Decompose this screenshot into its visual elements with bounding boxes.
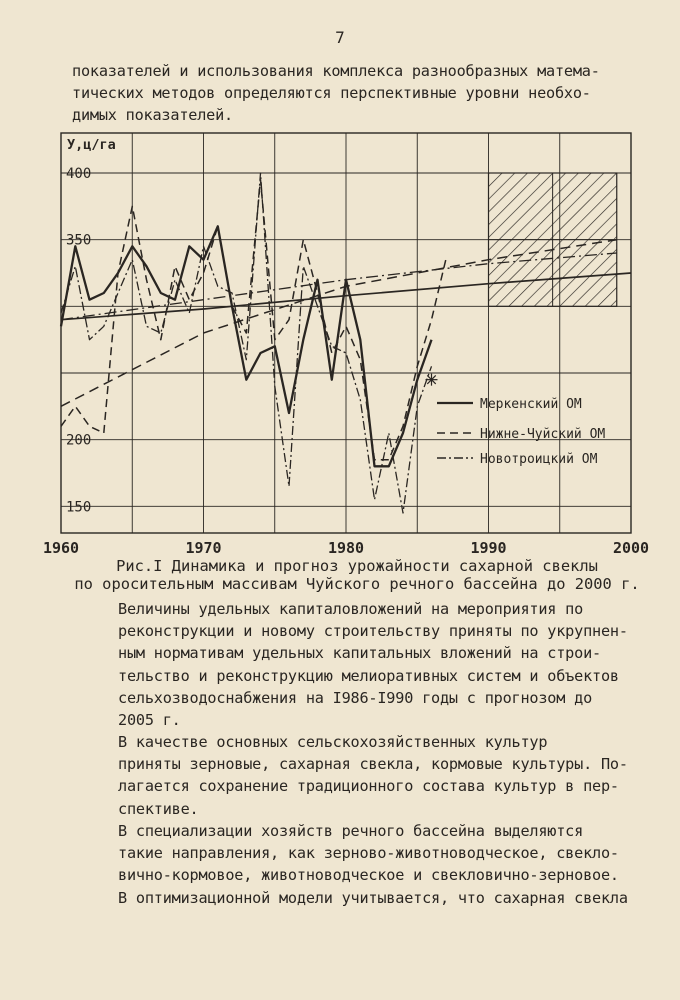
x-tick-label: 1970 <box>185 539 222 557</box>
text-line: В оптимизационной модели учитывается, что сахарная свекла <box>118 888 628 907</box>
figure-caption <box>72 557 642 593</box>
text-line: приняты зерновые, сахарная свекла, кормовые культуры. По- <box>118 755 628 774</box>
text-line: 2005 г. <box>118 711 181 730</box>
forecast-hatched-region <box>489 173 617 306</box>
y-axis-label: У,ц/га <box>67 137 116 153</box>
page-number: 7 <box>335 28 345 47</box>
legend-label-nizhne-chuy: Нижне-Чуйский ОМ <box>480 427 606 442</box>
y-tick-label: 400 <box>66 166 92 182</box>
text-line: сельхозводоснабжения на I986-I990 годы с прогнозом до <box>118 688 593 707</box>
series-line-4 <box>61 173 432 516</box>
chart-legend <box>437 397 605 467</box>
text-line: тических методов определяются перспективные уровни необхо- <box>72 84 591 103</box>
caption-line: по оросительным массивам Чуйского речного бассейна до 2000 г. <box>74 575 640 593</box>
caption-line: Рис.I Динамика и прогноз урожайности сахарной свеклы <box>116 557 598 575</box>
text-line: вично-кормовое, животноводческое и свекловично-зерновое. <box>118 866 619 885</box>
x-tick-label: 2000 <box>612 539 650 557</box>
text-line: ным нормативам удельных капитальных вложений на строи- <box>118 644 601 663</box>
body-paragraph <box>72 820 632 909</box>
text-line: димых показателей. <box>72 106 233 125</box>
x-tick-label: 1980 <box>327 539 365 557</box>
y-tick-label: 200 <box>66 432 92 449</box>
x-tick-label: 1990 <box>470 539 507 557</box>
text-line: тельство и реконструкцию мелиоративных систем и объектов <box>118 666 619 685</box>
text-line: спективе. <box>118 799 199 818</box>
y-tick-label: 150 <box>66 499 92 516</box>
text-line: лагается сохранение традиционного состава культур в пер- <box>118 777 619 796</box>
text-line: реконструкции и новому строительству приняты по укрупнен- <box>118 622 628 641</box>
legend-label-novotroitsk: Новотроицкий ОМ <box>480 452 598 467</box>
text-line: Величины удельных капиталовложений на мероприятия по <box>118 600 584 618</box>
x-tick-label: 1960 <box>42 539 80 557</box>
text-line: В специализации хозяйств речного бассейна выделяются <box>118 822 584 840</box>
text-line: В качестве основных сельскохозяйственных культур <box>118 733 548 751</box>
series-line-0 <box>61 226 432 466</box>
text-line: такие направления, как зерново-животноводческое, свекло- <box>118 844 619 863</box>
y-tick-label: 350 <box>66 232 92 249</box>
body-paragraph <box>72 731 632 820</box>
body-paragraph <box>72 598 632 731</box>
legend-label-merken: Меркенский ОМ <box>480 397 582 412</box>
text-line: показателей и использования комплекса разнообразных матема- <box>72 62 600 80</box>
series-line-2 <box>61 180 446 460</box>
